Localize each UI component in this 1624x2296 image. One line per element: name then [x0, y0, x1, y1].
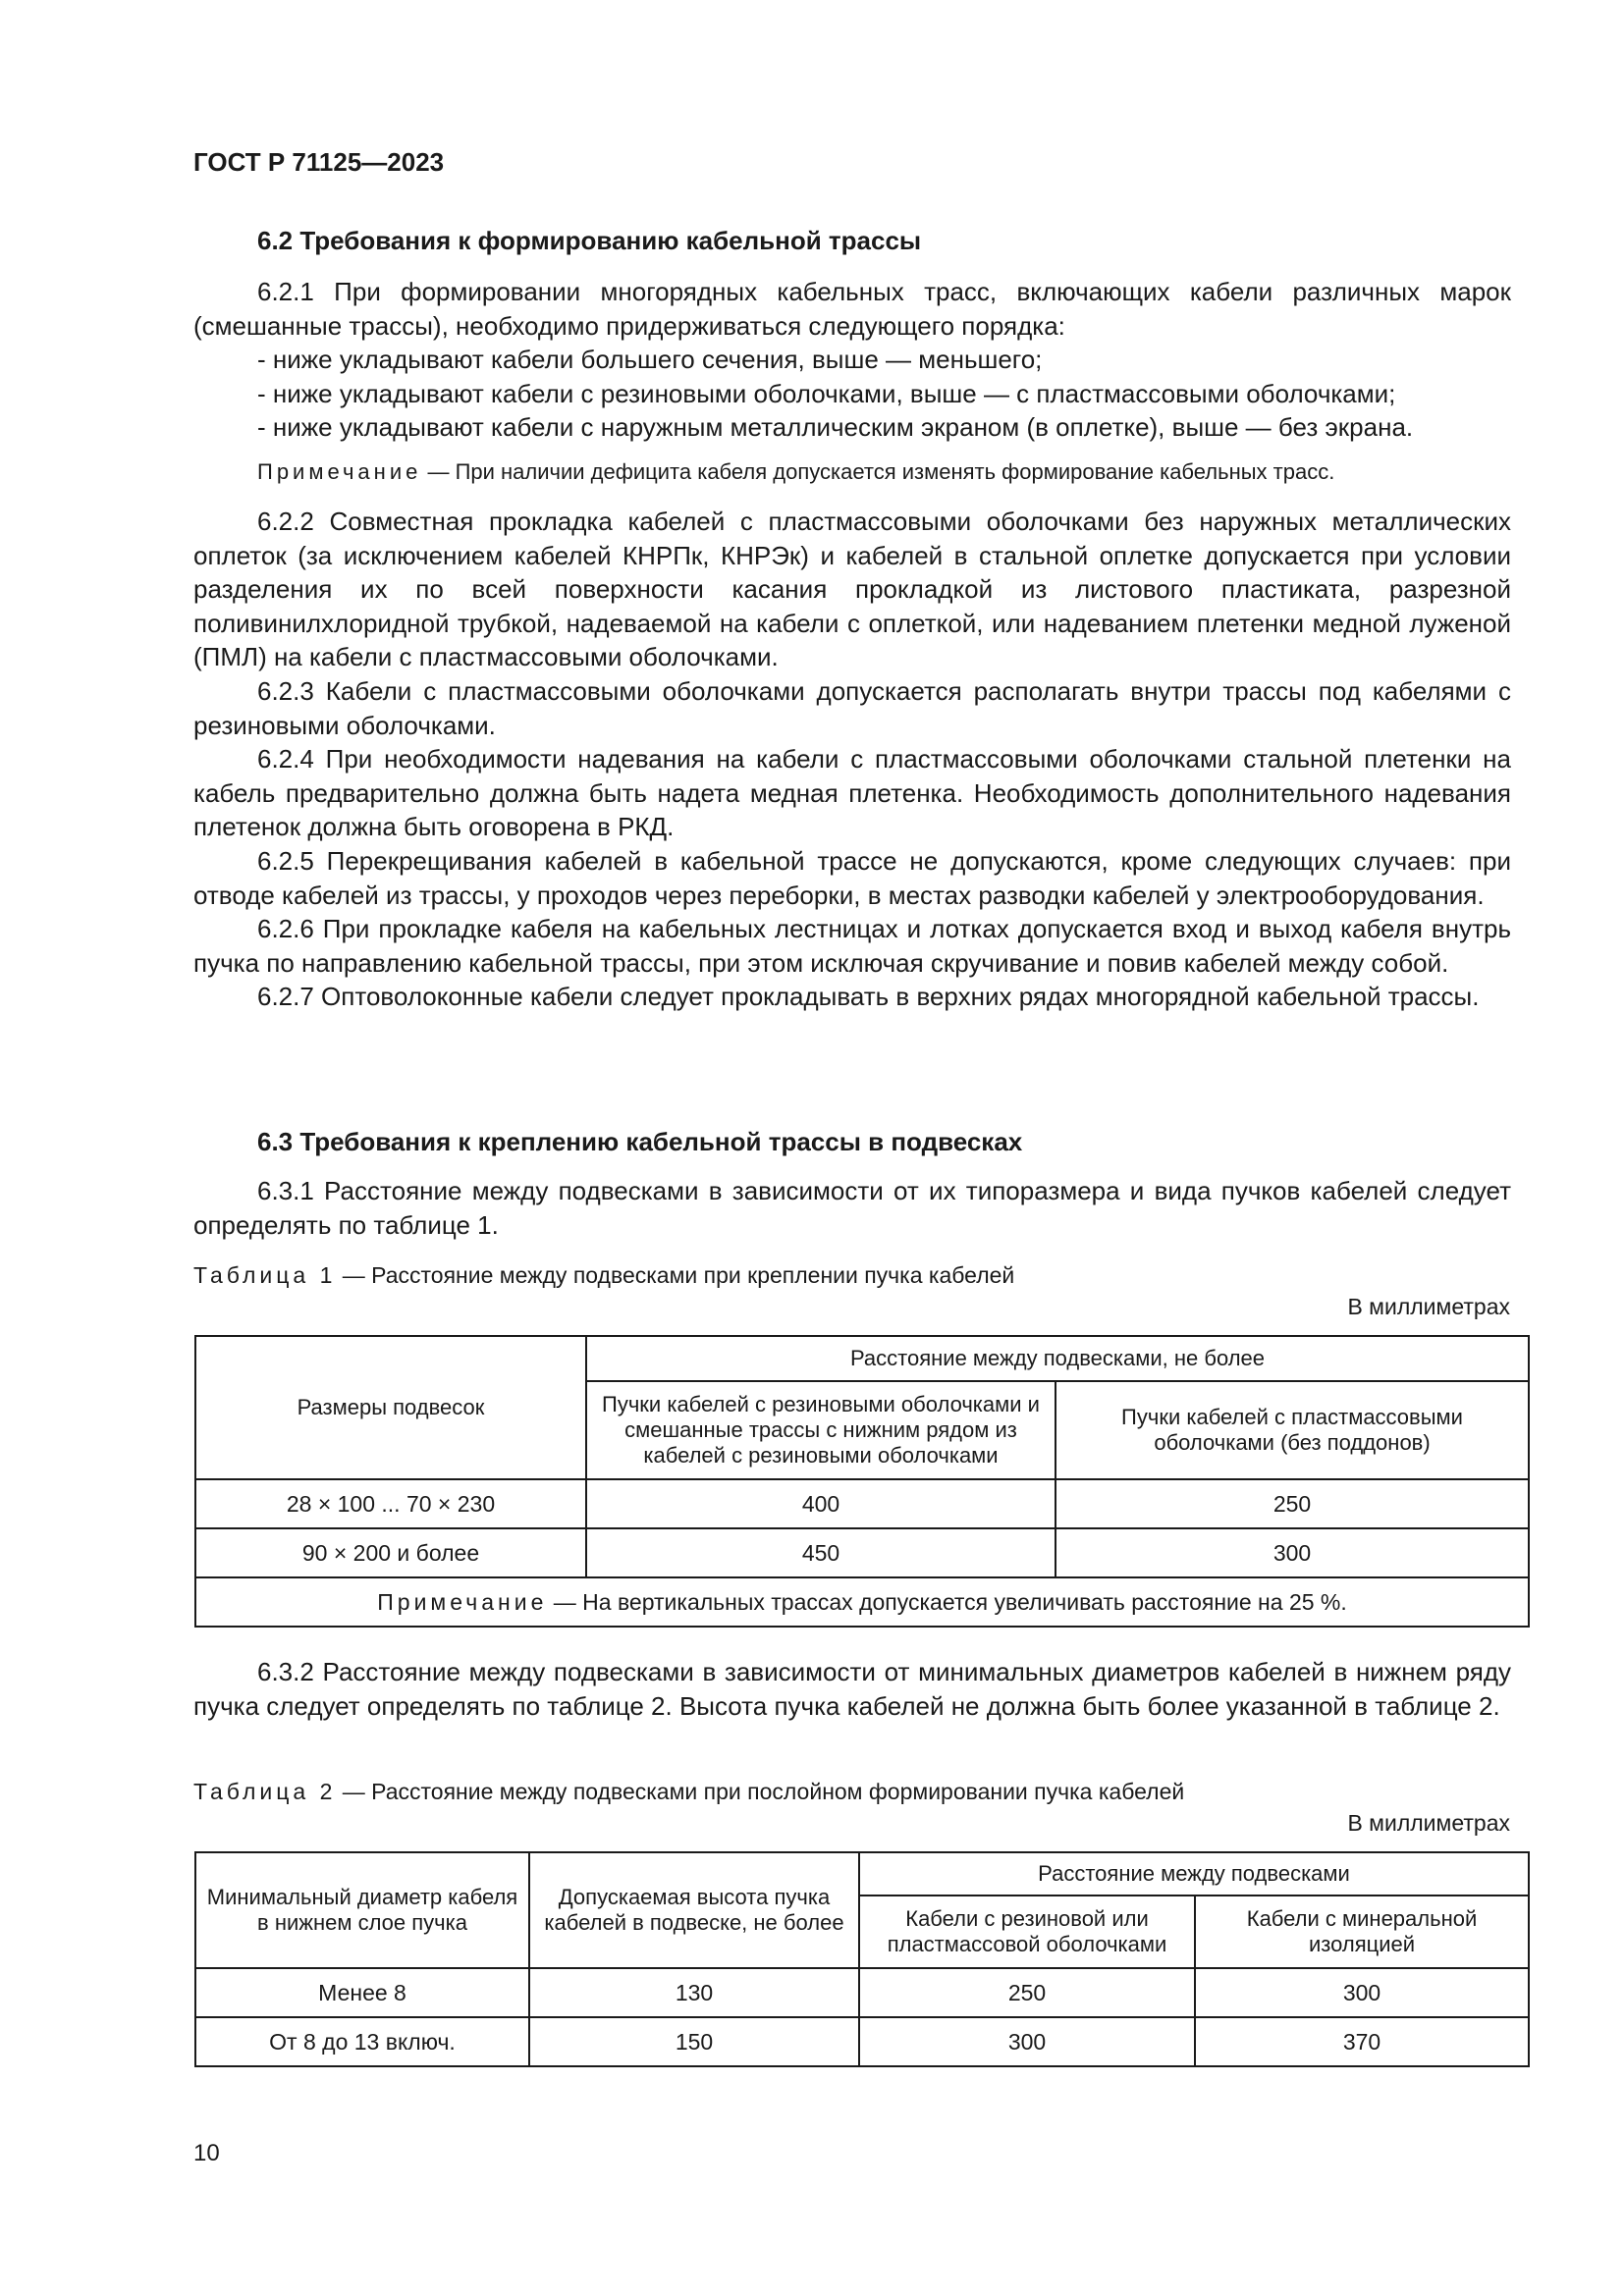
section-6-2-block-2	[193, 505, 1511, 1014]
note-label: Примечание	[257, 459, 422, 484]
table-cell: 28 × 100 ... 70 × 230	[195, 1479, 586, 1528]
table-2-units: В миллиметрах	[1347, 1810, 1510, 1836]
note-text: — При наличии дефицита кабеля допускается изменять формирование кабельных трасс.	[421, 459, 1335, 484]
table-header: Пучки кабелей с пластмассовыми оболочками (без поддонов)	[1056, 1381, 1529, 1479]
table-note	[195, 1577, 1529, 1627]
paragraph-6-2-7: 6.2.7 Оптоволоконные кабели следует прокладывать в верхних рядах многорядной кабельной трассы.	[257, 982, 1480, 1012]
document-code: ГОСТ Р 71125—2023	[193, 147, 445, 177]
table-header: Расстояние между подвесками, не более	[586, 1336, 1529, 1381]
table-2-caption	[193, 1779, 1184, 1805]
table-cell: 400	[586, 1479, 1056, 1528]
paragraph-6-2-1: 6.2.1 При формировании многорядных кабельных трасс, включающих кабели различных марок (смешанные трассы), необходимо придерживаться следующего порядка:	[193, 277, 1511, 341]
table-header: Расстояние между подвесками	[859, 1852, 1529, 1896]
caption-text: — Расстояние между подвесками при креплении пучка кабелей	[336, 1262, 1015, 1288]
paragraph-6-3-2	[193, 1655, 1511, 1723]
table-row	[195, 1577, 1529, 1627]
table-cell: 130	[529, 1968, 859, 2017]
table-cell: 150	[529, 2017, 859, 2066]
paragraph-6-2-4: 6.2.4 При необходимости надевания на кабели с пластмассовыми оболочками стальной плетенки на кабель предварительно должна быть надета медная плетенка. Необходимость дополнительного надевания плетенок должна быть оговорена в РКД.	[193, 744, 1511, 842]
table-1-units: В миллиметрах	[1347, 1294, 1510, 1319]
table-header: Пучки кабелей с резиновыми оболочками и смешанные трассы с нижним рядом из кабелей с резиновыми оболочками	[586, 1381, 1056, 1479]
paragraph-6-2-2: 6.2.2 Совместная прокладка кабелей с пластмассовыми оболочками без наружных металлических оплеток (за исключением кабелей КНРПк, КНРЭк) и кабелей в стальной оплетке допускается при условии разделения их по всей поверхности касания прокладкой из листового пластиката, разрезной поливинилхлоридной трубкой, надеваемой на кабели с оплеткой, или надеванием плетенки медной луженой (ПМЛ) на кабели с пластмассовыми оболочками.	[193, 507, 1511, 672]
paragraph-6-2-3: 6.2.3 Кабели с пластмассовыми оболочками допускается располагать внутри трассы под кабелями с резиновыми оболочками.	[193, 675, 1511, 740]
note-text: — На вертикальных трассах допускается увеличивать расстояние на 25 %.	[547, 1589, 1347, 1615]
list-item: - ниже укладывают кабели с резиновыми оболочками, выше — с пластмассовыми оболочками;	[257, 378, 1396, 408]
table-row	[195, 1968, 1529, 2017]
caption-label: Таблица 1	[193, 1262, 337, 1288]
table-1	[194, 1335, 1530, 1628]
table-2	[194, 1851, 1530, 2067]
table-cell: Менее 8	[195, 1968, 529, 2017]
page-number: 10	[193, 2140, 220, 2166]
caption-label: Таблица 2	[193, 1779, 337, 1804]
table-row	[195, 1528, 1529, 1577]
section-6-3-title: 6.3 Требования к креплению кабельной трассы в подвесках	[257, 1127, 1023, 1156]
table-cell: 250	[859, 1968, 1195, 2017]
table-header: Кабели с минеральной изоляцией	[1195, 1896, 1529, 1968]
table-cell: 370	[1195, 2017, 1529, 2066]
table-cell: От 8 до 13 включ.	[195, 2017, 529, 2066]
table-cell: 300	[859, 2017, 1195, 2066]
list-item: - ниже укладывают кабели с наружным металлическим экраном (в оплетке), выше — без экрана.	[257, 412, 1414, 443]
table-header: Кабели с резиновой или пластмассовой оболочками	[859, 1896, 1195, 1968]
table-cell: 300	[1056, 1528, 1529, 1577]
section-6-2-title: 6.2 Требования к формированию кабельной трассы	[257, 226, 922, 255]
caption-text: — Расстояние между подвесками при послойном формировании пучка кабелей	[336, 1779, 1185, 1804]
table-cell: 90 × 200 и более	[195, 1528, 586, 1577]
paragraph-6-3-2-text: 6.3.2 Расстояние между подвесками в зависимости от минимальных диаметров кабелей в нижнем ряду пучка следует определять по таблице 2. Высота пучка кабелей не должна быть более указанной в таблице 2.	[193, 1657, 1511, 1721]
note-6-2-1	[193, 457, 1511, 487]
paragraph-6-2-6: 6.2.6 При прокладке кабеля на кабельных лестницах и лотках допускается вход и выход кабеля внутрь пучка по направлению кабельной трассы, при этом исключая скручивание и повив кабелей между собой.	[193, 914, 1511, 978]
list-item: - ниже укладывают кабели большего сечения, выше — меньшего;	[257, 345, 1043, 375]
paragraph-6-3-1-text: 6.3.1 Расстояние между подвесками в зависимости от их типоразмера и вида пучков кабелей следует определять по таблице 1.	[193, 1176, 1511, 1240]
table-row	[195, 1479, 1529, 1528]
table-row	[195, 2017, 1529, 2066]
table-header: Минимальный диаметр кабеля в нижнем слое пучка	[195, 1852, 529, 1968]
paragraph-6-3-1	[193, 1174, 1511, 1242]
paragraph-6-2-5: 6.2.5 Перекрещивания кабелей в кабельной трассе не допускаются, кроме следующих случаев: при отводе кабелей из трассы, у проходов через переборки, в местах разводки кабелей у электрооборудования.	[193, 845, 1511, 910]
table-header: Размеры подвесок	[195, 1336, 586, 1479]
table-cell: 450	[586, 1528, 1056, 1577]
table-1-caption	[193, 1262, 1014, 1289]
section-6-2-block-1	[193, 275, 1511, 445]
note-label: Примечание	[377, 1589, 548, 1615]
table-cell: 300	[1195, 1968, 1529, 2017]
table-cell: 250	[1056, 1479, 1529, 1528]
table-header: Допускаемая высота пучка кабелей в подвеске, не более	[529, 1852, 859, 1968]
